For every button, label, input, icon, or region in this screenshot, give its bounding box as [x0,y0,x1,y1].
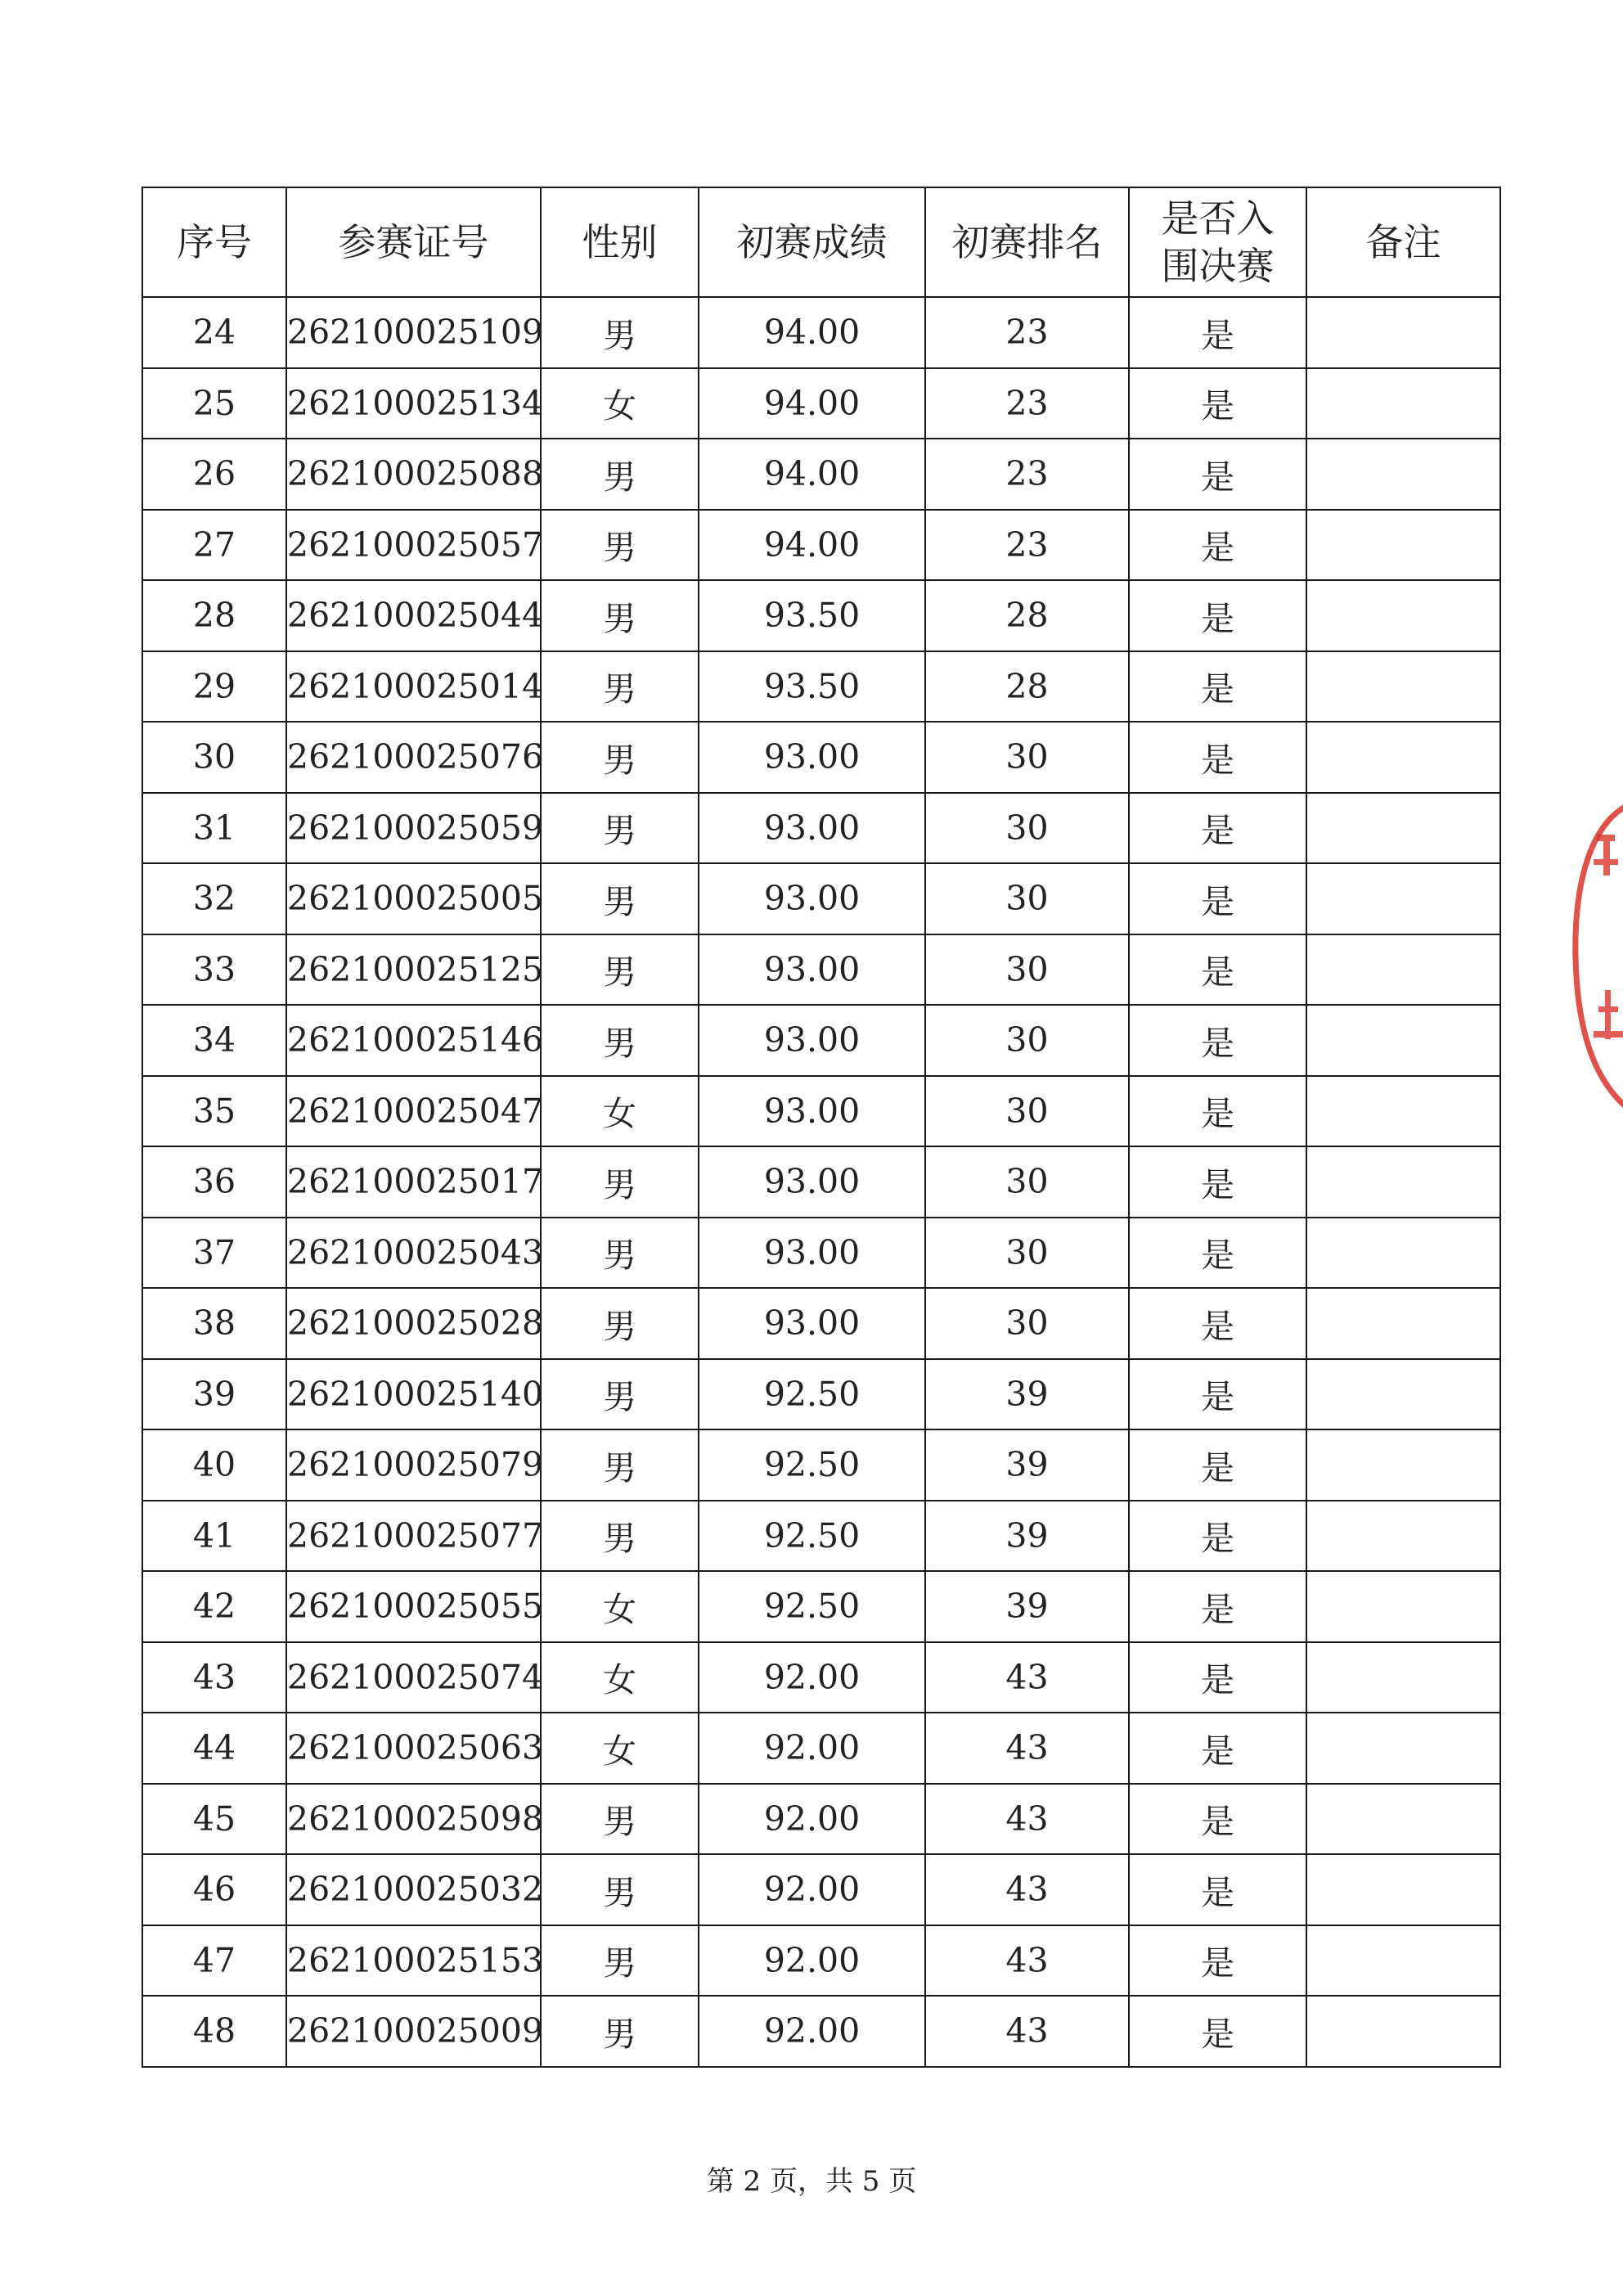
cell-gender: 男 [541,1146,699,1218]
cell-prelim-score: 92.00 [699,1854,925,1925]
cell-seq: 47 [142,1925,286,1997]
cell-remarks [1306,368,1500,439]
cell-prelim-score: 93.00 [699,1005,925,1076]
cell-seq: 34 [142,1005,286,1076]
cell-prelim-score: 94.00 [699,297,925,368]
cell-ticket-no: 262100025047 [286,1076,541,1147]
table-row [142,1854,1500,1925]
cell-prelim-score: 92.50 [699,1359,925,1430]
cell-prelim-rank: 23 [925,297,1129,368]
cell-ticket-no: 262100025140 [286,1359,541,1430]
cell-prelim-score: 92.50 [699,1571,925,1642]
cell-finalist: 是 [1129,1784,1306,1855]
cell-ticket-no: 262100025079 [286,1429,541,1501]
table-row [142,1429,1500,1501]
cell-prelim-score: 93.00 [699,1146,925,1218]
table-body [142,297,1500,2067]
cell-gender: 女 [541,368,699,439]
cell-prelim-score: 93.00 [699,1076,925,1147]
cell-remarks [1306,1076,1500,1147]
cell-ticket-no: 262100025044 [286,580,541,651]
cell-remarks [1306,934,1500,1006]
cell-ticket-no: 262100025005 [286,863,541,934]
cell-seq: 36 [142,1146,286,1218]
cell-gender: 女 [541,1642,699,1713]
cell-prelim-score: 92.00 [699,1713,925,1784]
cell-gender: 男 [541,793,699,864]
cell-seq: 45 [142,1784,286,1855]
table-row [142,580,1500,651]
header-prelim-rank: 初赛排名 [925,187,1129,297]
cell-prelim-score: 92.50 [699,1429,925,1501]
cell-finalist: 是 [1129,1429,1306,1501]
cell-prelim-rank: 23 [925,510,1129,581]
cell-seq: 38 [142,1288,286,1359]
table-row [142,510,1500,581]
cell-finalist: 是 [1129,1359,1306,1430]
cell-gender: 男 [541,651,699,723]
results-table [142,187,1501,2068]
cell-gender: 男 [541,510,699,581]
cell-seq: 48 [142,1996,286,2067]
cell-prelim-rank: 43 [925,1713,1129,1784]
cell-ticket-no: 262100025057 [286,510,541,581]
cell-prelim-rank: 43 [925,1784,1129,1855]
table-row [142,722,1500,793]
cell-finalist: 是 [1129,580,1306,651]
cell-prelim-rank: 39 [925,1571,1129,1642]
cell-remarks [1306,722,1500,793]
cell-remarks [1306,1571,1500,1642]
table-row [142,1784,1500,1855]
cell-prelim-rank: 30 [925,1218,1129,1289]
cell-remarks [1306,439,1500,510]
cell-gender: 女 [541,1571,699,1642]
cell-ticket-no: 262100025032 [286,1854,541,1925]
cell-prelim-score: 94.00 [699,439,925,510]
cell-seq: 25 [142,368,286,439]
cell-remarks [1306,863,1500,934]
cell-gender: 女 [541,1713,699,1784]
cell-prelim-score: 93.00 [699,863,925,934]
table-row [142,1642,1500,1713]
cell-gender: 男 [541,1429,699,1501]
table-row [142,1005,1500,1076]
cell-prelim-rank: 28 [925,580,1129,651]
cell-gender: 女 [541,1076,699,1147]
cell-seq: 39 [142,1359,286,1430]
table-row [142,439,1500,510]
table-row [142,1076,1500,1147]
red-seal-stamp-icon [1558,786,1623,1129]
cell-finalist: 是 [1129,1076,1306,1147]
cell-prelim-rank: 43 [925,1996,1129,2067]
cell-prelim-score: 92.00 [699,1784,925,1855]
cell-remarks [1306,1218,1500,1289]
cell-prelim-rank: 43 [925,1854,1129,1925]
cell-seq: 46 [142,1854,286,1925]
cell-prelim-rank: 30 [925,1005,1129,1076]
cell-finalist: 是 [1129,1571,1306,1642]
cell-seq: 40 [142,1429,286,1501]
cell-remarks [1306,1642,1500,1713]
cell-finalist: 是 [1129,1925,1306,1997]
cell-prelim-rank: 30 [925,863,1129,934]
cell-prelim-rank: 30 [925,934,1129,1006]
cell-finalist: 是 [1129,1005,1306,1076]
cell-remarks [1306,1854,1500,1925]
cell-finalist: 是 [1129,297,1306,368]
cell-prelim-rank: 23 [925,368,1129,439]
cell-prelim-rank: 30 [925,1288,1129,1359]
cell-finalist: 是 [1129,1713,1306,1784]
cell-prelim-score: 94.00 [699,510,925,581]
cell-finalist: 是 [1129,1996,1306,2067]
cell-seq: 41 [142,1501,286,1572]
cell-prelim-score: 94.00 [699,368,925,439]
cell-finalist: 是 [1129,1642,1306,1713]
table-row [142,297,1500,368]
cell-ticket-no: 262100025109 [286,297,541,368]
cell-prelim-score: 92.00 [699,1996,925,2067]
cell-seq: 35 [142,1076,286,1147]
cell-ticket-no: 262100025076 [286,722,541,793]
cell-seq: 27 [142,510,286,581]
cell-finalist: 是 [1129,510,1306,581]
cell-gender: 男 [541,1218,699,1289]
cell-ticket-no: 262100025059 [286,793,541,864]
cell-prelim-score: 92.00 [699,1925,925,1997]
cell-gender: 男 [541,1996,699,2067]
cell-remarks [1306,1359,1500,1430]
header-ticket-no: 参赛证号 [286,187,541,297]
cell-prelim-score: 93.00 [699,793,925,864]
cell-finalist: 是 [1129,722,1306,793]
cell-finalist: 是 [1129,1854,1306,1925]
cell-finalist: 是 [1129,934,1306,1006]
table-row [142,1501,1500,1572]
cell-prelim-rank: 30 [925,793,1129,864]
cell-seq: 42 [142,1571,286,1642]
cell-ticket-no: 262100025063 [286,1713,541,1784]
table-row [142,793,1500,864]
cell-gender: 男 [541,1854,699,1925]
cell-ticket-no: 262100025146 [286,1005,541,1076]
cell-gender: 男 [541,1005,699,1076]
cell-gender: 男 [541,1501,699,1572]
cell-gender: 男 [541,722,699,793]
cell-finalist: 是 [1129,439,1306,510]
cell-finalist: 是 [1129,863,1306,934]
header-seq: 序号 [142,187,286,297]
cell-ticket-no: 262100025028 [286,1288,541,1359]
cell-ticket-no: 262100025098 [286,1784,541,1855]
cell-gender: 男 [541,439,699,510]
results-sheet [142,187,1499,2068]
table-row [142,1925,1500,1997]
cell-seq: 24 [142,297,286,368]
cell-remarks [1306,580,1500,651]
cell-remarks [1306,1288,1500,1359]
cell-finalist: 是 [1129,1288,1306,1359]
cell-remarks [1306,510,1500,581]
cell-gender: 男 [541,863,699,934]
table-row [142,1571,1500,1642]
cell-prelim-score: 93.00 [699,1218,925,1289]
cell-remarks [1306,1784,1500,1855]
table-row [142,1996,1500,2067]
cell-prelim-rank: 30 [925,1076,1129,1147]
cell-ticket-no: 262100025043 [286,1218,541,1289]
header-gender: 性别 [541,187,699,297]
cell-prelim-rank: 43 [925,1642,1129,1713]
cell-seq: 30 [142,722,286,793]
header-remarks: 备注 [1306,187,1500,297]
cell-seq: 31 [142,793,286,864]
cell-seq: 32 [142,863,286,934]
cell-prelim-score: 93.00 [699,1288,925,1359]
cell-ticket-no: 262100025017 [286,1146,541,1218]
cell-prelim-rank: 39 [925,1501,1129,1572]
header-row [142,187,1500,297]
cell-gender: 男 [541,297,699,368]
cell-gender: 男 [541,1925,699,1997]
cell-remarks [1306,1429,1500,1501]
table-row [142,934,1500,1006]
cell-remarks [1306,1501,1500,1572]
cell-ticket-no: 262100025088 [286,439,541,510]
cell-seq: 43 [142,1642,286,1713]
cell-prelim-score: 93.50 [699,580,925,651]
cell-seq: 26 [142,439,286,510]
table-row [142,1713,1500,1784]
cell-remarks [1306,1996,1500,2067]
cell-prelim-score: 92.50 [699,1501,925,1572]
cell-seq: 33 [142,934,286,1006]
cell-seq: 37 [142,1218,286,1289]
cell-gender: 男 [541,1359,699,1430]
cell-ticket-no: 262100025014 [286,651,541,723]
cell-finalist: 是 [1129,368,1306,439]
cell-prelim-rank: 30 [925,722,1129,793]
table-row [142,863,1500,934]
cell-prelim-score: 93.00 [699,722,925,793]
cell-remarks [1306,793,1500,864]
cell-ticket-no: 262100025074 [286,1642,541,1713]
cell-finalist: 是 [1129,1218,1306,1289]
cell-prelim-score: 92.00 [699,1642,925,1713]
cell-remarks [1306,1713,1500,1784]
header-finalist [1129,187,1306,297]
table-row [142,1218,1500,1289]
cell-remarks [1306,1925,1500,1997]
table-row [142,651,1500,723]
cell-prelim-score: 93.50 [699,651,925,723]
cell-finalist: 是 [1129,651,1306,723]
cell-prelim-score: 93.00 [699,934,925,1006]
cell-remarks [1306,297,1500,368]
cell-gender: 男 [541,1784,699,1855]
cell-ticket-no: 262100025153 [286,1925,541,1997]
header-prelim-score: 初赛成绩 [699,187,925,297]
cell-seq: 29 [142,651,286,723]
cell-finalist: 是 [1129,1146,1306,1218]
table-row [142,1288,1500,1359]
cell-prelim-rank: 30 [925,1146,1129,1218]
cell-prelim-rank: 28 [925,651,1129,723]
cell-seq: 44 [142,1713,286,1784]
cell-gender: 男 [541,1288,699,1359]
cell-finalist: 是 [1129,1501,1306,1572]
page-footer: 第 2 页，共 5 页 [706,2165,917,2198]
cell-ticket-no: 262100025077 [286,1501,541,1572]
cell-remarks [1306,1146,1500,1218]
cell-prelim-rank: 23 [925,439,1129,510]
cell-seq: 28 [142,580,286,651]
table-row [142,368,1500,439]
cell-prelim-rank: 39 [925,1429,1129,1501]
cell-ticket-no: 262100025125 [286,934,541,1006]
cell-remarks [1306,651,1500,723]
cell-remarks [1306,1005,1500,1076]
cell-ticket-no: 262100025134 [286,368,541,439]
table-row [142,1146,1500,1218]
cell-ticket-no: 262100025009 [286,1996,541,2067]
table-row [142,1359,1500,1430]
cell-prelim-rank: 43 [925,1925,1129,1997]
cell-ticket-no: 262100025055 [286,1571,541,1642]
header-finalist-label: 是否入围决赛 [1161,196,1275,288]
cell-gender: 男 [541,580,699,651]
cell-finalist: 是 [1129,793,1306,864]
cell-gender: 男 [541,934,699,1006]
cell-prelim-rank: 39 [925,1359,1129,1430]
